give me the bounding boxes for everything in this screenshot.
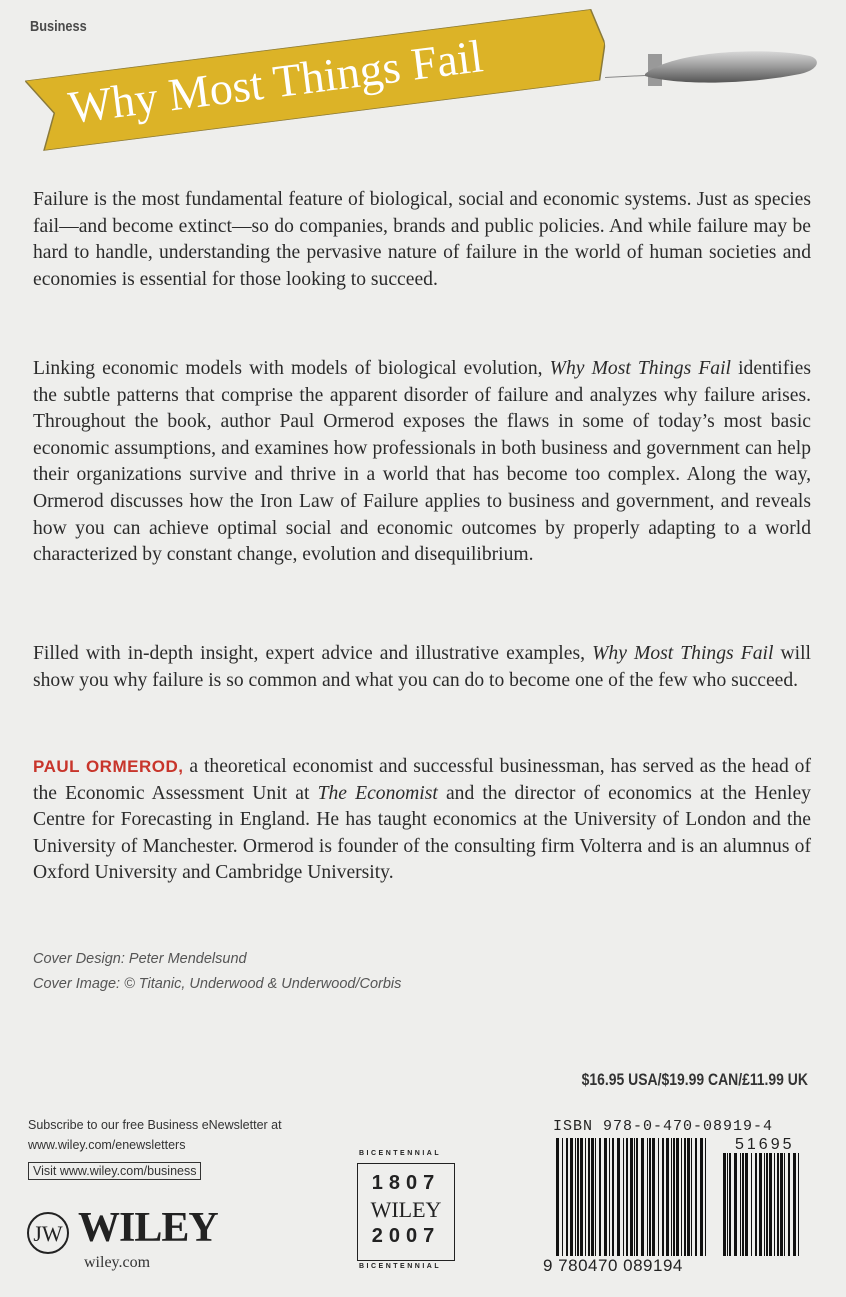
barcode-bar (784, 1153, 785, 1256)
barcode-bar (647, 1138, 648, 1256)
barcode-bar (729, 1153, 731, 1256)
barcode-bar (777, 1153, 779, 1256)
barcode-bar (641, 1138, 644, 1256)
description-paragraph-1 (33, 187, 811, 293)
barcode-bar (577, 1138, 579, 1256)
svg-text:JW: JW (33, 1221, 63, 1246)
author-name: PAUL ORMEROD, (33, 757, 184, 776)
cover-image-credit: Cover Image: © Titanic, Underwood & Underwood/Corbis (33, 976, 402, 992)
newsletter-info (28, 1115, 282, 1155)
wiley-emblem-icon (26, 1210, 72, 1256)
cover-credits (33, 947, 401, 997)
ean-digits: 9 780470 089194 (543, 1256, 683, 1275)
italic-title: Why Most Things Fail (592, 643, 774, 664)
italic-title: The Economist (317, 782, 438, 804)
barcode-bar (759, 1153, 762, 1256)
publisher-url: wiley.com (84, 1254, 151, 1271)
wiley-logo (26, 1205, 218, 1271)
isbn: ISBN 978-0-470-08919-4 (553, 1118, 774, 1135)
barcode-bar (727, 1153, 728, 1256)
barcode-addon (723, 1153, 801, 1256)
barcode-bar (599, 1138, 601, 1256)
newsletter-text: Subscribe to our free Business eNewsletter at (28, 1118, 282, 1132)
barcode-bar (609, 1138, 610, 1256)
barcode-bar (588, 1138, 590, 1256)
visit-url-box: Visit www.wiley.com/business (28, 1162, 201, 1180)
addon-code: 51695 (735, 1136, 795, 1153)
barcode-bar (585, 1138, 586, 1256)
barcode-bar (769, 1153, 772, 1256)
barcode-bar (705, 1138, 706, 1256)
seal-name: WILEY (370, 1197, 442, 1222)
barcode-bar (591, 1138, 594, 1256)
airship-icon (640, 44, 820, 94)
barcode-bar (580, 1138, 583, 1256)
barcode-bar (734, 1153, 737, 1256)
banner-rope (605, 75, 645, 78)
description-paragraph-3 (33, 641, 811, 694)
seal-ring-top: BICENTENNIAL (359, 1150, 442, 1157)
text-run: a theoretical economist and successful businessman, has served as the head of the Economic Assessment Unit at (33, 756, 811, 804)
category-label: Business (30, 18, 87, 35)
barcode-bar (673, 1138, 675, 1256)
barcode-bar (788, 1153, 790, 1256)
barcode-bar (745, 1153, 748, 1256)
barcode-bar (566, 1138, 568, 1256)
barcode-bar (766, 1153, 768, 1256)
italic-title: Why Most Things Fail (549, 358, 731, 379)
barcode-bar (676, 1138, 679, 1256)
price: $16.95 USA/$19.99 CAN/£11.99 UK (581, 1070, 808, 1089)
barcode-bar (751, 1153, 752, 1256)
barcode-bar (666, 1138, 669, 1256)
barcode-bar (755, 1153, 757, 1256)
description-paragraph-2 (33, 356, 811, 569)
text-run: will show you why failure is so common and what you can do to become one of the few who succeed. (33, 643, 811, 691)
barcode-bar (740, 1153, 741, 1256)
author-bio (33, 754, 811, 887)
barcode-bar (630, 1138, 633, 1256)
book-title: Why Most Things Fail (65, 30, 486, 134)
text-run: Filled with in-depth insight, expert advice and illustrative examples, (33, 643, 593, 664)
text-run: Failure is the most fundamental feature of biological, social and economic systems. Just as species fail—and become extinct—so do companies, brands and public policies. And while failure may be hard to handle, understanding the pervasive nature of failure in the world of human societies and economies is essential for those looking to succeed. (33, 189, 811, 290)
barcode-main (556, 1138, 710, 1256)
barcode-bar (658, 1138, 659, 1256)
title-banner (25, 8, 609, 152)
barcode-bar (652, 1138, 655, 1256)
barcode-bar (742, 1153, 744, 1256)
bicentennial-seal (345, 1150, 465, 1272)
barcode-bar (626, 1138, 628, 1256)
barcode-bar (780, 1153, 783, 1256)
barcode-bar (634, 1138, 635, 1256)
barcode-bar (612, 1138, 614, 1256)
barcode-bar (671, 1138, 672, 1256)
publisher-name: WILEY (78, 1205, 218, 1251)
barcode-bar (687, 1138, 690, 1256)
newsletter-url: www.wiley.com/enewsletters (28, 1138, 186, 1152)
barcode-bar (764, 1153, 765, 1256)
barcode-bar (700, 1138, 703, 1256)
barcode-bar (774, 1153, 775, 1256)
seal-year-start: 1807 (371, 1172, 441, 1194)
barcode-bar (723, 1153, 726, 1256)
text-run: identifies the subtle patterns that comprise the apparent disorder of failure and analyzes why failure arises. Throughout the book, author Paul Ormerod exposes the flaws in some of today’s most basic economic assumptions, and examines how professionals in both business and government can help their organizations survive and thrive in a world that has become too complex. Along the way, Ormerod discusses how the Iron Law of Failure applies to business and government, and reveals how you can achieve optimal social and economic outcomes by properly adapting to a world characterized by constant change, evolution and disequilibrium. (33, 358, 811, 566)
barcode-bar (623, 1138, 624, 1256)
cover-design-credit: Cover Design: Peter Mendelsund (33, 951, 247, 967)
barcode-bar (636, 1138, 638, 1256)
barcode-bar (570, 1138, 573, 1256)
text-run: Linking economic models with models of biological evolution, (33, 358, 550, 379)
barcode-bar (562, 1138, 563, 1256)
barcode-bar (798, 1153, 799, 1256)
barcode-bar (662, 1138, 664, 1256)
text-run: and the director of economics at the Henley Centre for Forecasting in England. He has taught economics at the University of London and the University of Manchester. Ormerod is founder of the consulting firm Volterra and is an alumnus of Oxford University and Cambridge University. (33, 782, 811, 884)
seal-year-end: 2007 (371, 1225, 441, 1247)
barcode-bar (681, 1138, 682, 1256)
barcode-bar (684, 1138, 686, 1256)
barcode-bar (604, 1138, 607, 1256)
barcode-bar (691, 1138, 692, 1256)
barcode-bar (595, 1138, 596, 1256)
barcode-bar (575, 1138, 576, 1256)
barcode-bar (617, 1138, 620, 1256)
barcode-bar (556, 1138, 559, 1256)
barcode-bar (695, 1138, 697, 1256)
barcode-bar (649, 1138, 651, 1256)
barcode-bar (793, 1153, 796, 1256)
seal-ring-bottom: BICENTENNIAL (359, 1263, 442, 1270)
